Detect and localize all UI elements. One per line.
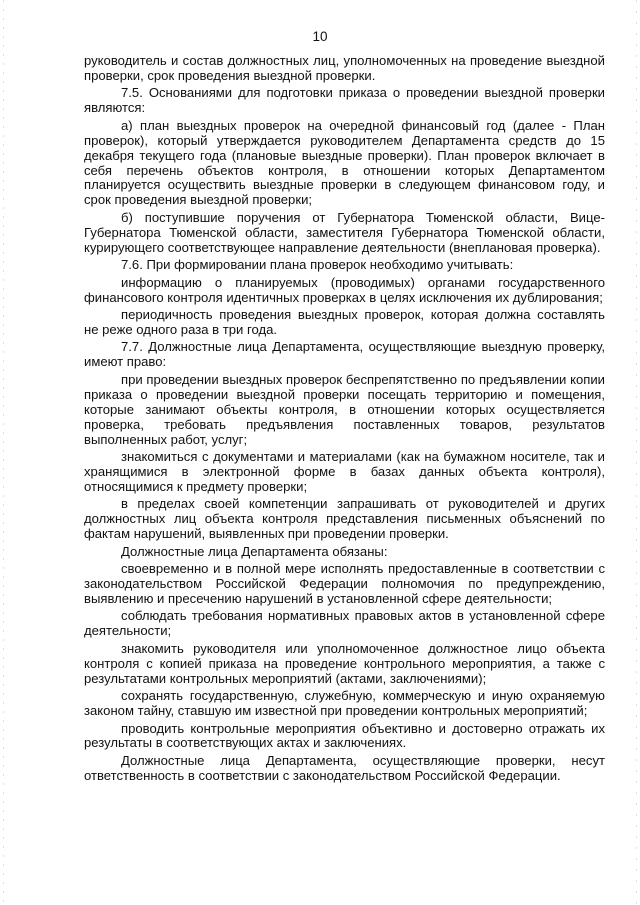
document-body — [84, 54, 605, 786]
paragraph-continuation: руководитель и состав должностных лиц, уполномоченных на проведение выездной проверки, срок проведения выездной проверки. — [84, 53, 605, 83]
paragraph-duty-2: соблюдать требования нормативных правовых актов в установленной сфере деятельности; — [84, 608, 605, 639]
paragraph-duty-5: проводить контрольные мероприятия объективно и достоверно отражать их результаты в соответствующих актах и заключениях. — [84, 720, 605, 751]
scan-edge-left — [3, 0, 4, 905]
paragraph-7-7-right-2: знакомиться с документами и материалами (как на бумажном носителе, так и хранящимися в электронной форме в базах данных объекта контроля), относящимися к предмету проверки; — [84, 449, 605, 494]
paragraph-duties-heading: Должностные лица Департамента обязаны: — [121, 543, 388, 559]
paragraph-7-6-item-1: информацию о планируемых (проводимых) органами государственного финансового контроля идентичных проверках в целях исключения их дублирования; — [84, 274, 605, 305]
page-number: 10 — [312, 29, 328, 44]
scan-edge-right — [636, 0, 637, 905]
paragraph-duty-1: своевременно и в полной мере исполнять предоставленные в соответствии с законодательством Российской Федерации полномочия по предупреждению, выявлению и пресечению нарушений в установленной сфере деятельности; — [84, 561, 605, 606]
paragraph-7-5: 7.5. Основаниями для подготовки приказа о проведении выездной проверки являются: — [84, 85, 605, 116]
paragraph-duty-4: сохранять государственную, служебную, коммерческую и иную охраняемую законом тайну, ставшую им известной при проведении контрольных мероприятий; — [84, 688, 605, 719]
paragraph-7-6-item-2: периодичность проведения выездных проверок, которая должна составлять не реже одного раза в три года. — [84, 307, 605, 337]
paragraph-duty-3: знакомить руководителя или уполномоченное должностное лицо объекта контроля с копией приказа на проведение контрольного мероприятия, а также с результатами контрольных мероприятий (актами, заключениями); — [84, 640, 605, 686]
paragraph-7-7-right-1: при проведении выездных проверок беспрепятственно по предъявлении копии приказа о проведении выездной проверки посещать территорию и помещения, которые занимают объекты контроля, в отношении которых осуществляется проверка, требовать предъявления поставленных товаров, результатов выполненных работ, услуг; — [84, 371, 605, 447]
paragraph-7-7-right-3: в пределах своей компетенции запрашивать от руководителей и других должностных лиц объекта контроля представления письменных объяснений по фактам нарушений, выявленных при проведении проверки. — [84, 496, 605, 542]
paragraph-7-5-a: а) план выездных проверок на очередной финансовый год (далее - План проверок), который утверждается руководителем Департамента средств до 15 декабря текущего года (плановые выездные проверки). План проверок включает в себя перечень объектов контроля, в отношении которых Департаментом планируется осуществить выездные проверки в следующем финансовом году, и срок проведения выездной проверки; — [84, 117, 605, 208]
paragraph-responsibility: Должностные лица Департамента, осуществляющие проверки, несут ответственность в соответствии с законодательством Российской Федерации. — [84, 752, 605, 783]
paragraph-7-6: 7.6. При формировании плана проверок необходимо учитывать: — [121, 257, 514, 273]
paragraph-7-7: 7.7. Должностные лица Департамента, осуществляющие выездную проверку, имеют право: — [84, 339, 605, 370]
paragraph-7-5-b: б) поступившие поручения от Губернатора Тюменской области, Вице-Губернатора Тюменской области, заместителя Губернатора Тюменской области, курирующего соответствующее направление деятельности (внеплановая проверка). — [84, 209, 605, 255]
